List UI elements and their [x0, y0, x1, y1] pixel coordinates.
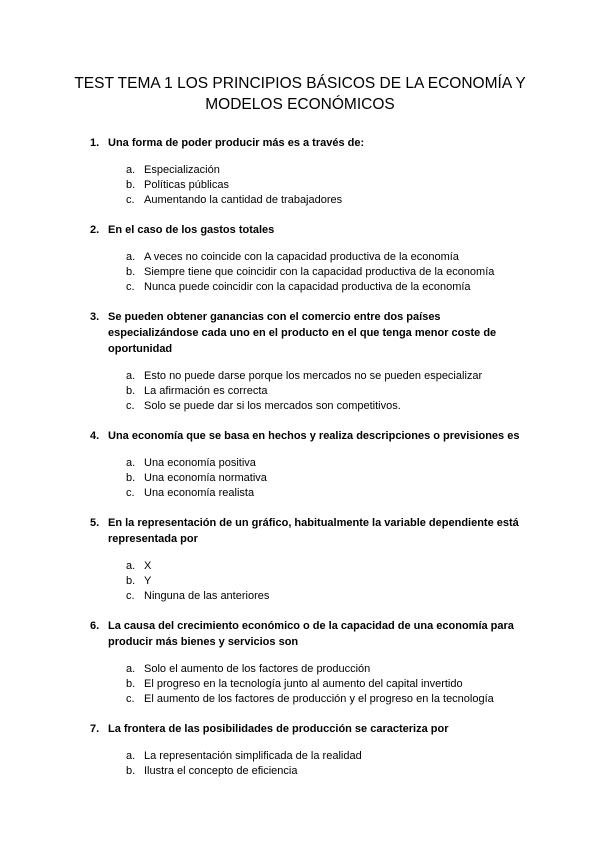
option-letter: c. [126, 281, 135, 293]
question-text: En la representación de un gráfico, habitualmente la variable dependiente está representada por [108, 517, 519, 545]
answer-option [126, 456, 560, 471]
option-letter: a. [126, 164, 136, 176]
answer-option [126, 369, 560, 384]
option-letter: c. [126, 487, 135, 499]
answer-options [40, 749, 560, 779]
question-item [40, 721, 560, 779]
answer-options [40, 369, 560, 414]
option-letter: b. [126, 385, 136, 397]
question-item [40, 618, 560, 707]
answer-option [126, 574, 560, 589]
question-number: 1. [90, 137, 100, 149]
question-text: Se pueden obtener ganancias con el comercio entre dos países especializándose cada uno en el producto en el que tenga menor coste de oportunidad [108, 311, 497, 355]
question-item [40, 222, 560, 295]
question-text: La causa del crecimiento económico o de la capacidad de una economía para producir más bienes y servicios son [108, 620, 514, 648]
answer-option [126, 163, 560, 178]
question-text: La frontera de las posibilidades de producción se caracteriza por [108, 723, 449, 735]
question-number: 6. [90, 620, 100, 632]
question-text: Una economía que se basa en hechos y realiza descripciones o previsiones es [108, 430, 520, 442]
answer-option [126, 384, 560, 399]
option-letter: b. [126, 179, 136, 191]
option-letter: c. [126, 693, 135, 705]
option-text: Una economía normativa [144, 472, 267, 484]
option-letter: b. [126, 266, 136, 278]
answer-option [126, 559, 560, 574]
answer-options [40, 250, 560, 295]
answer-options [40, 662, 560, 707]
answer-option [126, 280, 560, 295]
option-text: Esto no puede darse porque los mercados no se pueden especializar [144, 370, 483, 382]
option-text: Aumentando la cantidad de trabajadores [144, 194, 343, 206]
question-number: 5. [90, 517, 100, 529]
option-letter: a. [126, 560, 136, 572]
answer-option [126, 662, 560, 677]
answer-option [126, 692, 560, 707]
option-text: Especialización [144, 164, 220, 176]
document-title [40, 0, 560, 115]
answer-option [126, 677, 560, 692]
option-letter: a. [126, 370, 136, 382]
option-letter: b. [126, 472, 136, 484]
answer-option [126, 178, 560, 193]
option-text: La afirmación es correcta [144, 385, 268, 397]
option-text: Ilustra el concepto de eficiencia [144, 765, 298, 777]
option-text: Y [144, 575, 152, 587]
answer-option [126, 265, 560, 280]
option-letter: c. [126, 590, 135, 602]
answer-option [126, 250, 560, 265]
option-letter: b. [126, 575, 136, 587]
answer-option [126, 764, 560, 779]
answer-option [126, 749, 560, 764]
option-letter: b. [126, 765, 136, 777]
option-letter: a. [126, 750, 136, 762]
option-text: Ninguna de las anteriores [144, 590, 270, 602]
answer-option [126, 193, 560, 208]
option-text: Políticas públicas [144, 179, 229, 191]
option-text: A veces no coincide con la capacidad productiva de la economía [144, 251, 459, 263]
answer-option [126, 486, 560, 501]
answer-option [126, 589, 560, 604]
option-text: Solo el aumento de los factores de producción [144, 663, 371, 675]
option-text: La representación simplificada de la realidad [144, 750, 362, 762]
option-letter: c. [126, 400, 135, 412]
answer-options [40, 456, 560, 501]
question-number: 3. [90, 311, 100, 323]
option-letter: c. [126, 194, 135, 206]
question-item [40, 309, 560, 414]
answer-option [126, 399, 560, 414]
title-line-1: TEST TEMA 1 LOS PRINCIPIOS BÁSICOS DE LA ECONOMÍA Y [74, 75, 526, 92]
option-text: Siempre tiene que coincidir con la capacidad productiva de la economía [144, 266, 495, 278]
question-item [40, 428, 560, 501]
question-item [40, 135, 560, 208]
answer-options [40, 559, 560, 604]
answer-options [40, 163, 560, 208]
answer-option [126, 471, 560, 486]
question-number: 7. [90, 723, 100, 735]
option-letter: b. [126, 678, 136, 690]
option-text: El progreso en la tecnología junto al aumento del capital invertido [144, 678, 463, 690]
option-text: El aumento de los factores de producción y el progreso en la tecnología [144, 693, 494, 705]
title-line-2: MODELOS ECONÓMICOS [205, 96, 395, 113]
option-text: Una economía positiva [144, 457, 256, 469]
question-number: 4. [90, 430, 100, 442]
option-letter: a. [126, 251, 136, 263]
option-text: Una economía realista [144, 487, 255, 499]
option-text: Solo se puede dar si los mercados son competitivos. [144, 400, 401, 412]
question-text: En el caso de los gastos totales [108, 224, 275, 236]
option-text: X [144, 560, 152, 572]
question-list [40, 135, 560, 779]
option-letter: a. [126, 457, 136, 469]
question-number: 2. [90, 224, 100, 236]
option-letter: a. [126, 663, 136, 675]
question-text: Una forma de poder producir más es a través de: [108, 137, 365, 149]
question-item [40, 515, 560, 604]
option-text: Nunca puede coincidir con la capacidad productiva de la economía [144, 281, 471, 293]
